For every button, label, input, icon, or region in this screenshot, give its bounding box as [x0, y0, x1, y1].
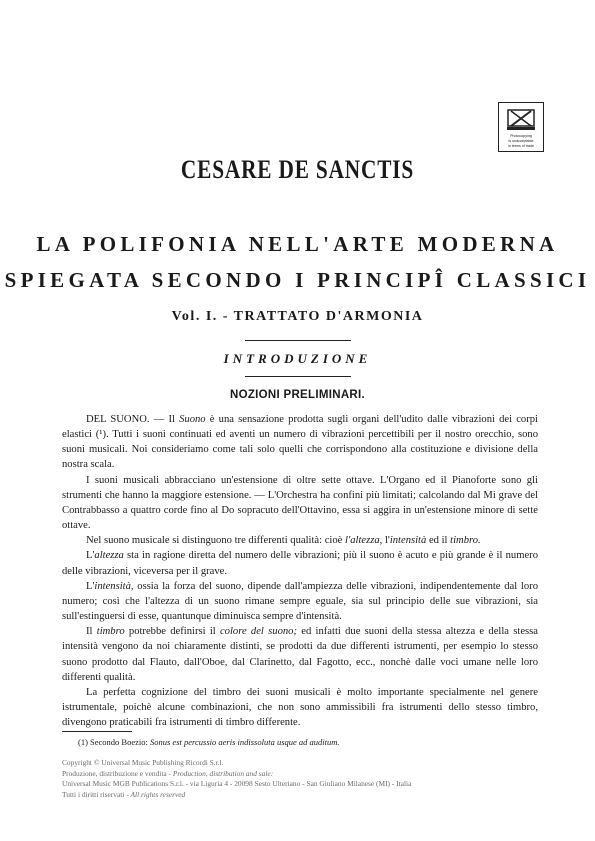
footnote-rule — [62, 731, 132, 732]
section-rule-bottom — [245, 376, 351, 377]
photocopy-stamp — [498, 102, 544, 152]
volume-title: Vol. I. - TRATTATO D'ARMONIA — [171, 309, 424, 324]
section-rule-top — [245, 340, 351, 341]
copyright-line-1: Copyright © Universal Music Publishing Ricordi S.r.l. — [62, 758, 224, 767]
stamp-text-1: Photocopying — [510, 134, 532, 138]
stamp-text-3: in terms of trade — [508, 144, 534, 148]
section-heading: INTRODUZIONE — [223, 351, 372, 366]
title-line-1: LA POLIFONIA NELL'ARTE MODERNA — [36, 232, 559, 256]
footnote: (1) Secondo Boezio: Sonus est percussio aeris indissoluta usque ad auditum. — [78, 737, 340, 747]
paragraph-qualita: Nel suono musicale si distinguono tre differenti qualità: cioè l'altezza, l'intensità ed il timbro. — [86, 535, 481, 547]
title-line-2: SPIEGATA SECONDO I PRINCIPÎ CLASSICI — [4, 268, 591, 292]
paragraph-del-suono: DEL SUONO. — Il Suono è una sensazione prodotta sugli organi dell'udito dalle vibrazioni dei corpi elastici (¹). Tutti i suoni continuati ed aventi un numero di vibrazioni percettibili per il nostro orecchio, sono suoni musicali. Noi consideriamo come tali solo quelli che corrispondono alla costituzione e divisione della nostra scala. — [62, 414, 538, 471]
paragraph-suoni-musicali: I suoni musicali abbracciano un'estensione di oltre sette ottave. L'Organo ed il Pianoforte sono gli strumenti che hanno la maggiore estensione. — L'Orchestra ha confini più limitati; calcolando dal Mi grave del Contrabbasso a quattro corde fino al Do sopracuto dell'Ottavino, essa si aggira in un'estensione minore di sette ottave. — [62, 474, 538, 532]
paragraph-timbro: Il timbro potrebbe definirsi il colore del suono; ed infatti due suoni della stessa altezza e della stessa intensità vengono da noi chiaramente distinti, se prodotti da due differenti istrumenti, per esempio lo stesso suono prodotto dal Flauto, dall'Oboe, dal Clarinetto, dal Fagotto, ecc., nonchè dalle voci umane nelle loro differenti qualità. — [62, 626, 538, 683]
stamp-text-2: is unacceptable — [508, 139, 534, 143]
paragraph-intensita: L'intensità, ossia la forza del suono, dipende dall'ampiezza delle vibrazioni, indipendentemente dal loro numero; così che l'altezza di un suono rimane sempre eguale, sia sul principio delle sue vibrazioni, sia sull'estinguersi di esse, quantunque diminuisca sempre d'intensità. — [62, 580, 538, 623]
copyright-line-2: Produzione, distribuzione e vendita - Production, distribution and sale: — [62, 768, 274, 778]
author-name: CESARE DE SANCTIS — [180, 155, 415, 184]
subsection-heading: NOZIONI PRELIMINARI. — [229, 389, 366, 401]
paragraph-altezza: L'altezza sta in ragione diretta del numero delle vibrazioni; più il suono è acuto e più grande è il numero delle vibrazioni, viceversa per il grave. — [62, 550, 538, 577]
stamp-graphic — [505, 106, 537, 134]
copyright-line-4: Tutti i diritti riservati - All rights reserved — [62, 789, 186, 799]
copyright-line-3: Universal Music MGB Publications S.r.l. - via Liguria 4 - 20098 Sesto Ulteriano - San Giuliano Milanese (MI) - Italia — [62, 779, 412, 788]
paragraph-cognizione: La perfetta cognizione del timbro dei suoni musicali è molto importante specialmente nel genere istrumentale, poichè alcune combinazioni, che non sono ammissibili fra istrumenti dello stesso timbro, divengono praticabili fra istrumenti di timbro differente. — [62, 686, 538, 729]
copyright-notice — [62, 758, 542, 800]
body-text — [62, 412, 538, 730]
